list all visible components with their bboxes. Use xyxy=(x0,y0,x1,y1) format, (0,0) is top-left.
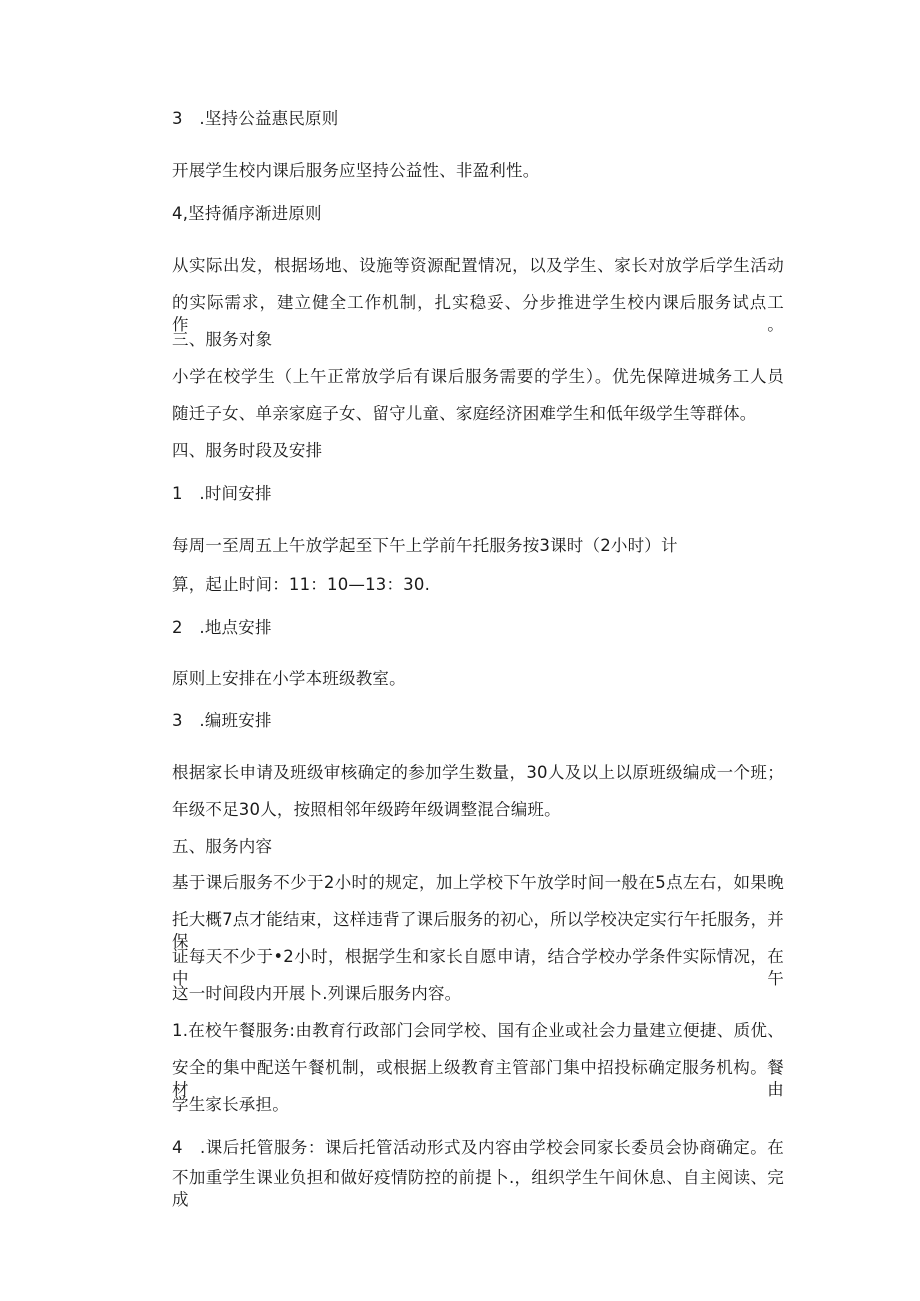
paragraph-service-target-line-1: 小学在校学生（上午正常放学后有课后服务需要的学生）。优先保障进城务工人员 xyxy=(172,367,784,386)
paragraph-lunch-line-1: 1.在校午餐服务:由教育行政部门会同学校、国有企业或社会力量建立便捷、质优、 xyxy=(172,1021,784,1040)
paragraph-location: 原则上安排在小学本班级教室。 xyxy=(172,669,406,688)
paragraph-principle-3: 开展学生校内课后服务应坚持公益性、非盈利性。 xyxy=(172,161,540,180)
paragraph-care-line-1: 4 .课后托管服务：课后托管活动形式及内容由学校会同家长委员会协商确定。在 xyxy=(172,1138,784,1157)
paragraph-class-line-1: 根据家长申请及班级审核确定的参加学生数量，30人及以上以原班级编成一个班； xyxy=(172,763,784,782)
section-heading-service-target: 三、服务对象 xyxy=(172,330,273,349)
subheading-location: 2 .地点安排 xyxy=(172,618,272,637)
paragraph-content-line-1: 基于课后服务不少于2小时的规定，加上学校下午放学时间一般在5点左右，如果晚 xyxy=(172,873,784,892)
paragraph-principle-4-line-1: 从实际出发，根据场地、设施等资源配置情况，以及学生、家长对放学后学生活动 xyxy=(172,256,784,275)
paragraph-content-line-2: 托大概7点才能结束，这样违背了课后服务的初心，所以学校决定实行午托服务，并保 xyxy=(172,910,784,951)
subheading-class-arrangement: 3 .编班安排 xyxy=(172,711,272,730)
paragraph-principle-4-line-2: 的实际需求，建立健全工作机制，扎实稳妥、分步推进学生校内课后服务试点工作。 xyxy=(172,293,784,334)
paragraph-class-line-2: 年级不足30人，按照相邻年级跨年级调整混合编班。 xyxy=(172,800,561,819)
section-heading-schedule: 四、服务时段及安排 xyxy=(172,441,323,460)
paragraph-care-line-2: 不加重学生课业负担和做好疫情防控的前提卜.，组织学生午间休息、自主阅读、完成 xyxy=(172,1168,784,1209)
heading-principle-4: 4,坚持循序渐进原则 xyxy=(172,204,322,223)
paragraph-content-line-3: 证每天不少于•2小时，根据学生和家长自愿申请，结合学校办学条件实际情况，在中午 xyxy=(172,947,784,988)
paragraph-lunch-line-3: 学生家长承担。 xyxy=(172,1095,289,1114)
paragraph-time-line-2: 算，起止时间：11：10—13：30. xyxy=(172,575,431,594)
paragraph-content-line-4: 这一时间段内开展卜.列课后服务内容。 xyxy=(172,984,462,1003)
paragraph-time-line-1: 每周一至周五上午放学起至下午上学前午托服务按3课时（2小时）计 xyxy=(172,536,678,555)
heading-principle-3: 3 .坚持公益惠民原则 xyxy=(172,109,339,128)
subheading-time: 1 .时间安排 xyxy=(172,484,272,503)
section-heading-service-content: 五、服务内容 xyxy=(172,837,273,856)
paragraph-lunch-line-2: 安全的集中配送午餐机制，或根据上级教育主管部门集中招投标确定服务机构。餐材由 xyxy=(172,1058,784,1099)
paragraph-service-target-line-2: 随迁子女、单亲家庭子女、留守儿童、家庭经济困难学生和低年级学生等群体。 xyxy=(172,404,757,423)
